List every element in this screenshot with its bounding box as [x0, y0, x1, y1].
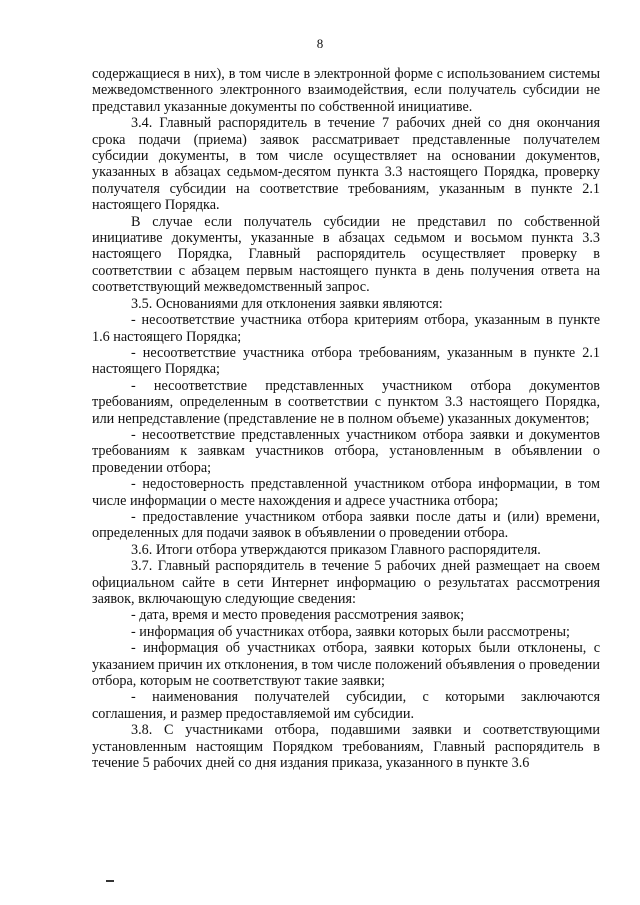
paragraph: - несоответствие представленных участником отбора заявки и документов требованиям к заявкам участников отбора, установленным в объявлении о проведении отбора;: [92, 426, 600, 476]
paragraph: 3.4. Главный распорядитель в течение 7 рабочих дней со дня окончания срока подачи (приема) заявок рассматривает представленные получателем субсидии документы, в том числе осуществляет на основании документов, указанных в абзацах седьмом-десятом пункта 3.3 настоящего Порядка, проверку получателя субсидии на соответствие требованиям, указанным в пункте 2.1 настоящего Порядка.: [92, 115, 600, 214]
paragraph: - несоответствие представленных участником отбора документов требованиям, определенным в соответствии с пунктом 3.3 настоящего Порядка, или непредставление (представление не в полном объеме) указанных документов;: [92, 377, 600, 427]
page-number: 8: [316, 36, 324, 51]
scan-mark: [106, 880, 114, 882]
paragraph: 3.7. Главный распорядитель в течение 5 рабочих дней размещает на своем официальном сайте в сети Интернет информацию о результатах рассмотрения заявок, включающую следующие сведения:: [92, 558, 600, 607]
paragraph: - недостоверность представленной участником отбора информации, в том числе информации о месте нахождения и адресе участника отбора;: [92, 476, 600, 509]
paragraph: В случае если получатель субсидии не представил по собственной инициативе документы, указанные в абзацах седьмом и восьмом пункта 3.3 настоящего Порядка, Главный распорядитель осуществляет проверку в соответствии с абзацем первым настоящего пункта в день получения ответа на соответствующий межведомственный запрос.: [92, 213, 600, 296]
paragraph: - несоответствие участника отбора требованиям, указанным в пункте 2.1 настоящего Порядка;: [92, 344, 600, 378]
paragraph: содержащиеся в них), в том числе в электронной форме с использованием системы межведомственного электронного взаимодействия, если получатель субсидии не представил указанные документы по собственной инициативе.: [92, 66, 600, 115]
paragraph: - информация об участниках отбора, заявки которых были отклонены, с указанием причин их отклонения, в том числе положений объявления о проведении отбора, которым не соответствуют такие заявки;: [92, 640, 600, 690]
paragraph: - наименования получателей субсидии, с которыми заключаются соглашения, и размер предоставляемой им субсидии.: [92, 689, 600, 722]
paragraph: - дата, время и место проведения рассмотрения заявок;: [131, 607, 465, 624]
paragraph: - несоответствие участника отбора критериям отбора, указанным в пункте 1.6 настоящего Порядка;: [92, 312, 600, 345]
document-body: [92, 66, 600, 771]
paragraph: - предоставление участником отбора заявки после даты и (или) времени, определенных для подачи заявок в объявлении о проведении отбора.: [92, 508, 600, 542]
paragraph: 3.8. С участниками отбора, подавшими заявки и соответствующими установленным настоящим Порядком требованиям, Главный распорядитель в течение 5 рабочих дней со дня издания приказа, указанного в пункте 3.6: [92, 722, 600, 772]
paragraph: 3.5. Основаниями для отклонения заявки являются:: [131, 295, 443, 312]
paragraph: 3.6. Итоги отбора утверждаются приказом Главного распорядителя.: [131, 541, 541, 558]
paragraph: - информация об участниках отбора, заявки которых были рассмотрены;: [131, 623, 570, 640]
